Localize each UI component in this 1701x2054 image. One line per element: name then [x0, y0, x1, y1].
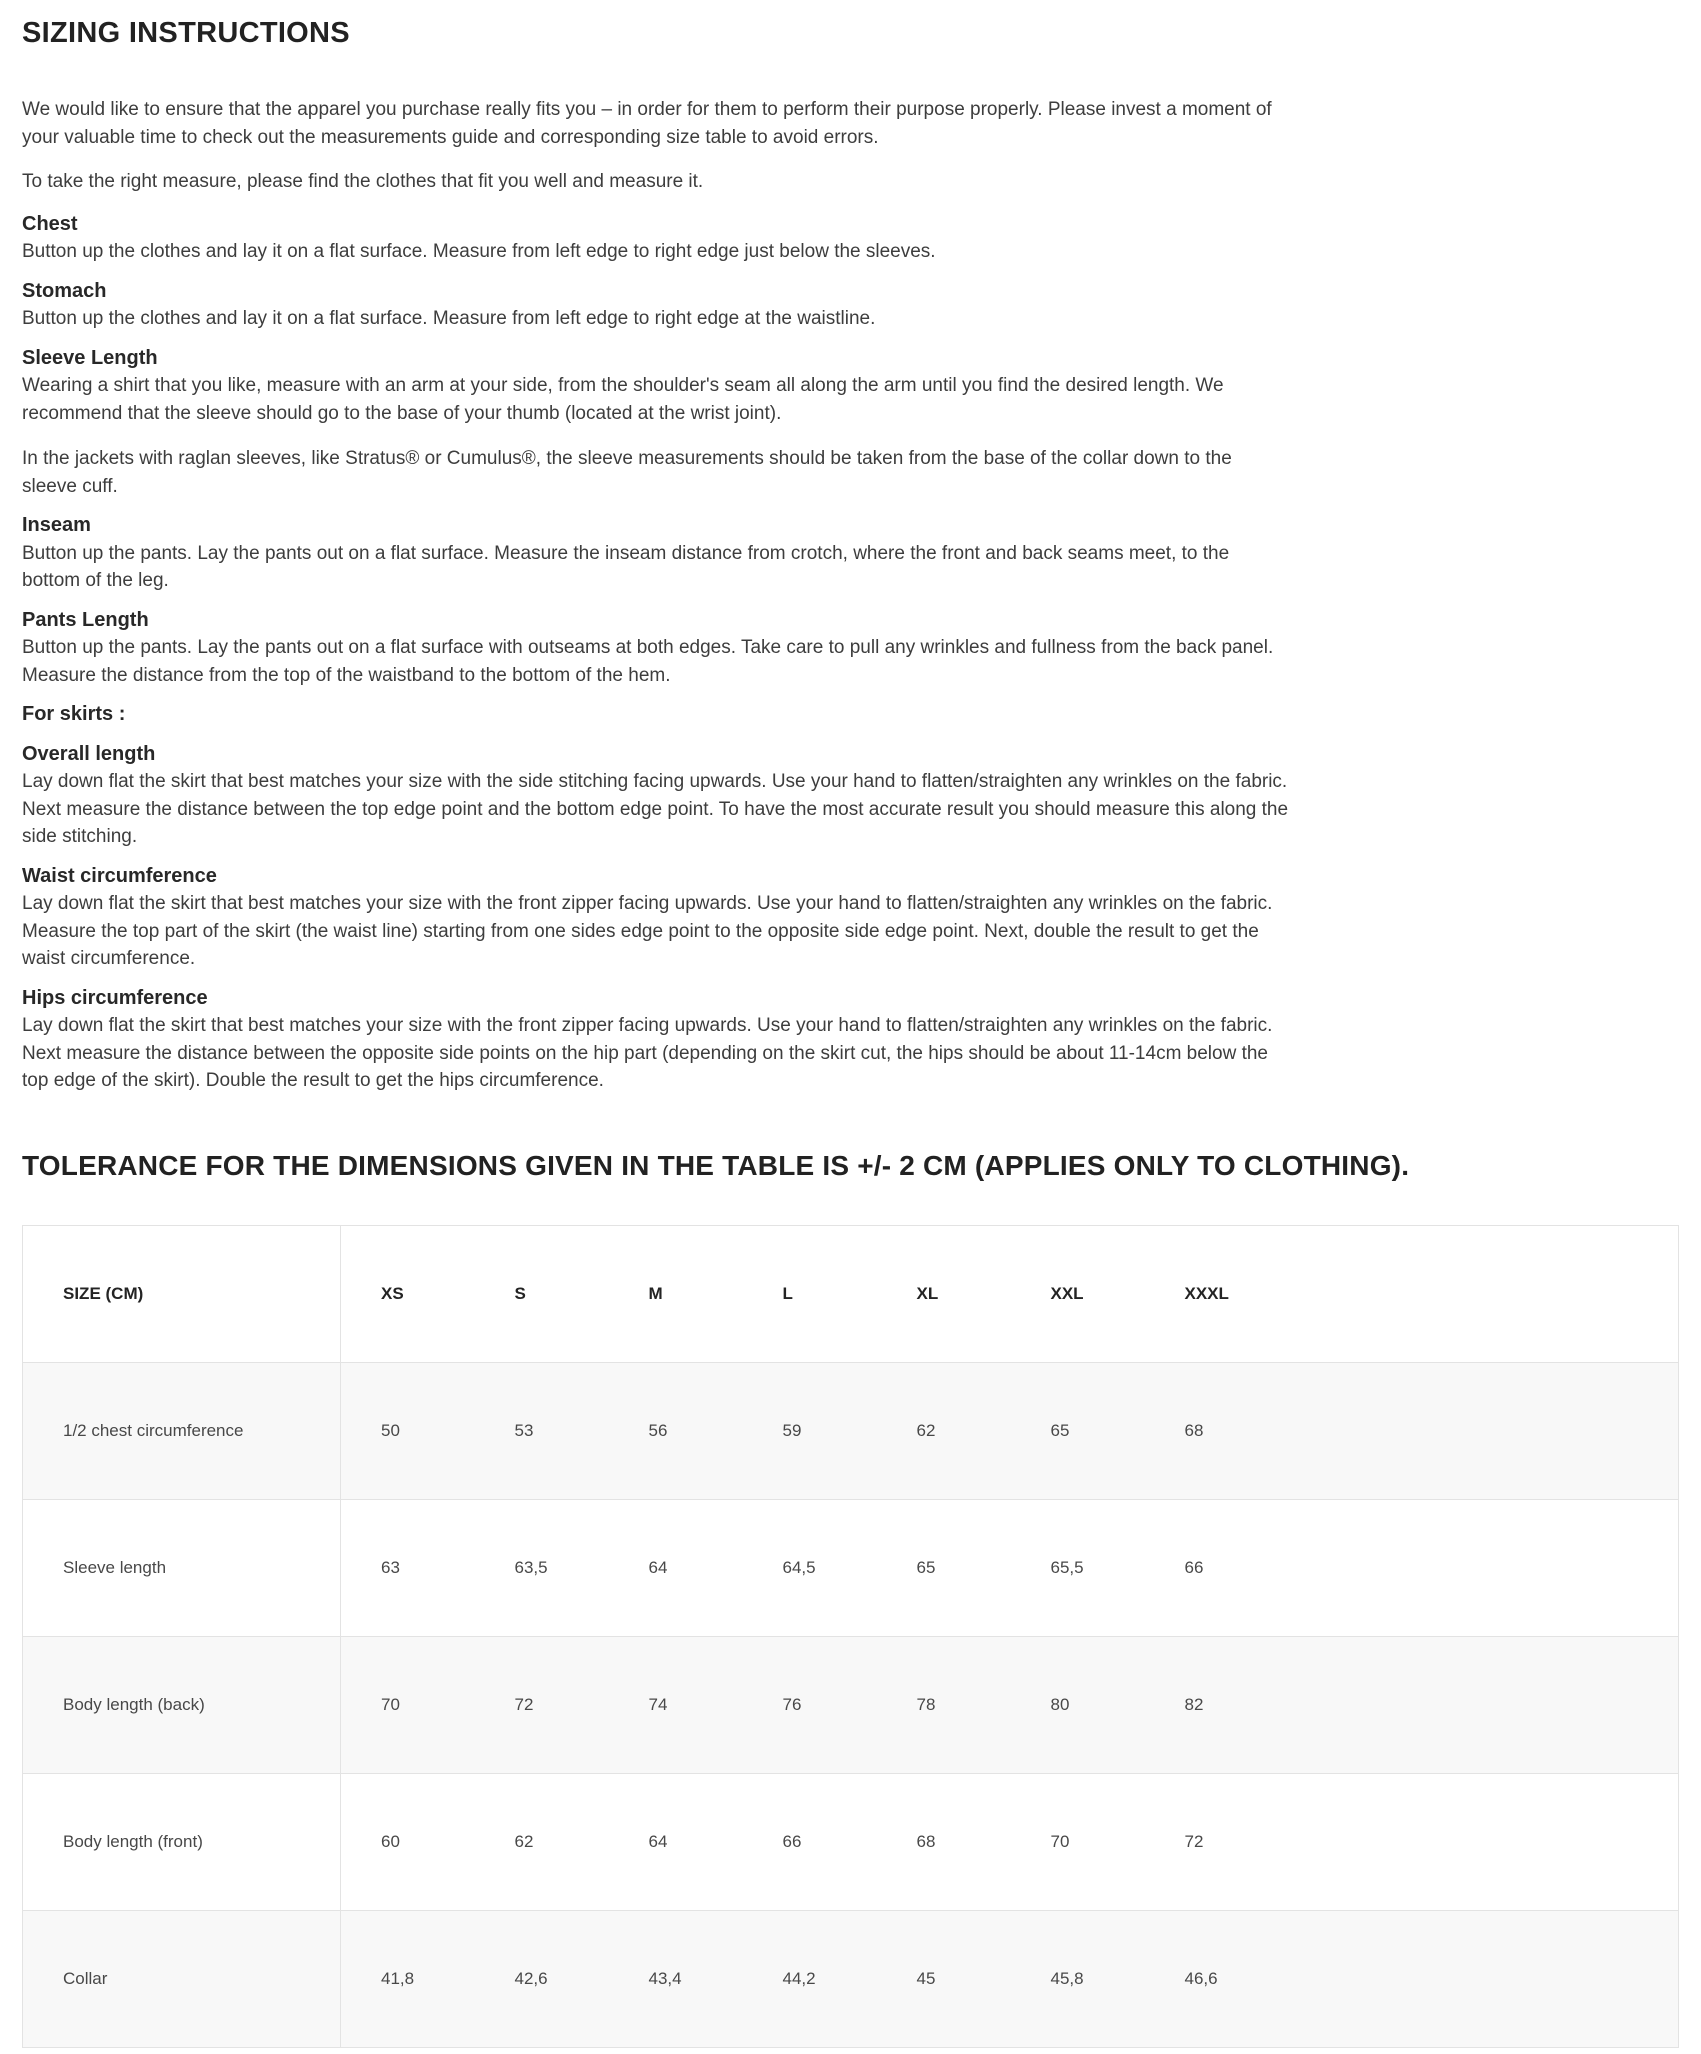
size-value: 63: [341, 1499, 475, 1636]
section-inseam-text: Button up the pants. Lay the pants out on a flat surface. Measure the inseam distance from crotch, where the front and back seams meet, to the bottom of the leg.: [22, 542, 1230, 591]
tolerance-heading: TOLERANCE FOR THE DIMENSIONS GIVEN IN THE TABLE IS +/- 2 CM (APPLIES ONLY TO CLOTHING).: [22, 1149, 1410, 1181]
size-value: 42,6: [475, 1910, 609, 2047]
size-value: 82: [1145, 1636, 1679, 1773]
section-overall-length-heading: Overall length: [22, 742, 156, 765]
section-overall-length-text: Lay down flat the skirt that best matches your size with the side stitching facing upwards. Use your hand to flatten/straighten any wrinkles on the fabric. Next measure the distance between the top edge point and the bottom edge point. To have the most accurate result you should measure this along the side stitching.: [22, 771, 1289, 847]
size-value: 50: [341, 1362, 475, 1499]
size-value: 46,6: [1145, 1910, 1679, 2047]
row-label: Body length (front): [23, 1773, 341, 1910]
section-stomach-text: Button up the clothes and lay it on a flat surface. Measure from left edge to right edge at the waistline.: [22, 308, 876, 329]
size-value: 62: [877, 1362, 1011, 1499]
table-row-body-length-front: [23, 1773, 1679, 1910]
size-value: 64,5: [743, 1499, 877, 1636]
section-inseam: [22, 512, 1679, 595]
section-hips-circumference-heading: Hips circumference: [22, 986, 208, 1009]
size-value: 45: [877, 1910, 1011, 2047]
row-label: Collar: [23, 1910, 341, 2047]
section-hips-circumference-text: Lay down flat the skirt that best matches your size with the front zipper facing upwards. Use your hand to flatten/straighten any wrinkles on the fabric. Next measure the distance between the opposite side points on the hip part (depending on the skirt cut, the hips should be about 11-14cm below the top edge of the skirt). Double the result to get the hips circumference.: [22, 1015, 1273, 1091]
size-value: 60: [341, 1773, 475, 1910]
for-skirts-heading: For skirts :: [22, 703, 126, 725]
section-overall-length: [22, 741, 1679, 851]
section-waist-circumference-heading: Waist circumference: [22, 864, 217, 887]
section-sleeve-length: [22, 345, 1679, 501]
size-value: 65: [1011, 1362, 1145, 1499]
size-table: [22, 1225, 1679, 2048]
row-label: Sleeve length: [23, 1499, 341, 1636]
table-row-body-length-back: [23, 1636, 1679, 1773]
size-value: 68: [1145, 1362, 1679, 1499]
size-value: 78: [877, 1636, 1011, 1773]
size-value: 59: [743, 1362, 877, 1499]
raglan-sleeve-note: In the jackets with raglan sleeves, like Stratus® or Cumulus®, the sleeve measurements should be taken from the base of the collar down to the sleeve cuff.: [22, 448, 1232, 497]
size-value: 62: [475, 1773, 609, 1910]
section-hips-circumference: [22, 985, 1679, 1095]
section-inseam-heading: Inseam: [22, 514, 91, 536]
size-value: 53: [475, 1362, 609, 1499]
column-header-xxxl: XXXL: [1145, 1225, 1679, 1362]
column-header-s: S: [475, 1225, 609, 1362]
section-pants-length-text: Button up the pants. Lay the pants out on a flat surface with outseams at both edges. Take care to pull any wrinkles and fullness from the back panel. Measure the distance from the top of the waistband to the bottom of the hem.: [22, 637, 1274, 686]
intro-paragraph-1: We would like to ensure that the apparel you purchase really fits you – in order for them to perform their purpose properly. Please invest a moment of your valuable time to check out the measurements guide and corresponding size table to avoid errors.: [22, 99, 1272, 148]
section-stomach-heading: Stomach: [22, 279, 107, 302]
table-row-sleeve-length: [23, 1499, 1679, 1636]
section-pants-length-heading: Pants Length: [22, 608, 149, 631]
size-value: 41,8: [341, 1910, 475, 2047]
row-label: 1/2 chest circumference: [23, 1362, 341, 1499]
size-value: 43,4: [609, 1910, 743, 2047]
section-sleeve-length-heading: Sleeve Length: [22, 346, 158, 369]
size-value: 70: [1011, 1773, 1145, 1910]
size-value: 68: [877, 1773, 1011, 1910]
intro-paragraph-2: To take the right measure, please find the clothes that fit you well and measure it.: [22, 171, 704, 192]
size-value: 56: [609, 1362, 743, 1499]
size-value: 72: [1145, 1773, 1679, 1910]
section-chest-text: Button up the clothes and lay it on a flat surface. Measure from left edge to right edge just below the sleeves.: [22, 241, 936, 262]
size-value: 66: [743, 1773, 877, 1910]
column-header-size-cm: SIZE (CM): [23, 1225, 341, 1362]
column-header-xl: XL: [877, 1225, 1011, 1362]
size-value: 64: [609, 1499, 743, 1636]
section-sleeve-length-text: Wearing a shirt that you like, measure with an arm at your side, from the shoulder's seam all along the arm until you find the desired length. We recommend that the sleeve should go to the base of your thumb (located at the wrist joint).: [22, 375, 1224, 424]
size-value: 70: [341, 1636, 475, 1773]
size-table-header-row: [23, 1225, 1679, 1362]
section-waist-circumference-text: Lay down flat the skirt that best matches your size with the front zipper facing upwards. Use your hand to flatten/straighten any wrinkles on the fabric. Measure the top part of the skirt (the waist line) starting from one sides edge point to the opposite side edge point. Next, double the result to get the waist circumference.: [22, 893, 1273, 969]
section-stomach: [22, 278, 1679, 333]
row-label: Body length (back): [23, 1636, 341, 1773]
section-waist-circumference: [22, 863, 1679, 973]
section-chest: [22, 211, 1679, 266]
page-title: SIZING INSTRUCTIONS: [22, 17, 350, 49]
column-header-xxl: XXL: [1011, 1225, 1145, 1362]
size-value: 64: [609, 1773, 743, 1910]
size-value: 76: [743, 1636, 877, 1773]
size-value: 65,5: [1011, 1499, 1145, 1636]
size-value: 45,8: [1011, 1910, 1145, 2047]
column-header-xs: XS: [341, 1225, 475, 1362]
size-value: 66: [1145, 1499, 1679, 1636]
size-value: 44,2: [743, 1910, 877, 2047]
section-chest-heading: Chest: [22, 212, 78, 235]
size-value: 65: [877, 1499, 1011, 1636]
section-pants-length: [22, 607, 1679, 690]
size-value: 74: [609, 1636, 743, 1773]
size-value: 80: [1011, 1636, 1145, 1773]
table-row-collar: [23, 1910, 1679, 2047]
size-value: 72: [475, 1636, 609, 1773]
size-value: 63,5: [475, 1499, 609, 1636]
column-header-m: M: [609, 1225, 743, 1362]
table-row-chest-circumference: [23, 1362, 1679, 1499]
column-header-l: L: [743, 1225, 877, 1362]
